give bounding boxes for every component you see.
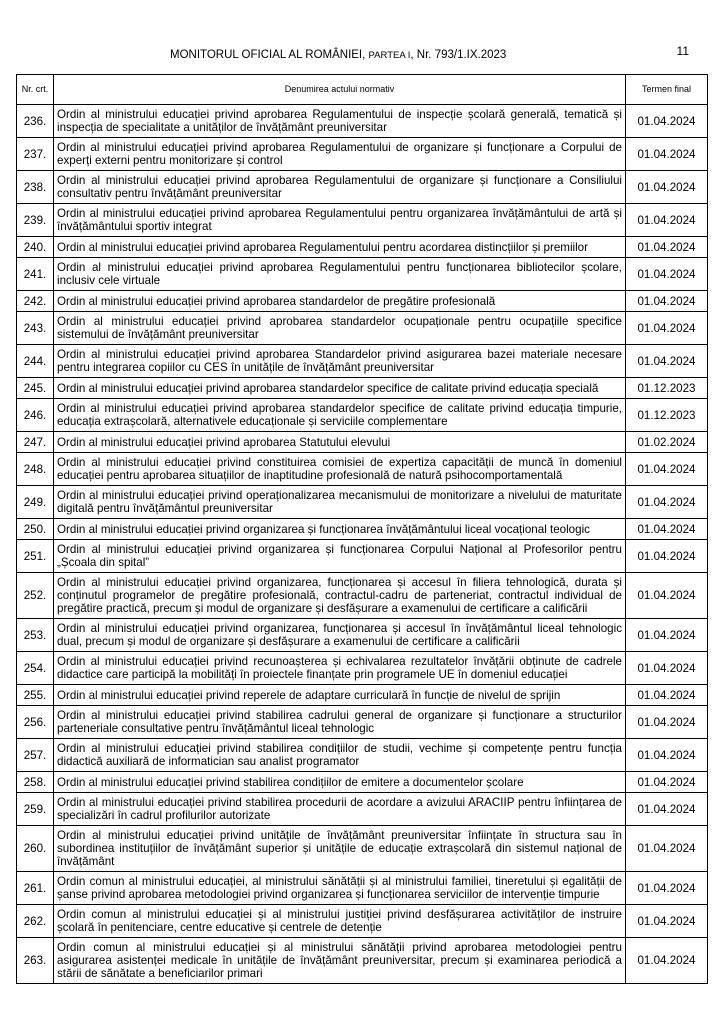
row-number: 237. [17, 138, 54, 171]
deadline: 01.04.2024 [626, 938, 708, 984]
table-row [17, 793, 708, 826]
deadline: 01.04.2024 [626, 540, 708, 573]
deadline: 01.04.2024 [626, 872, 708, 905]
act-name: Ordin al ministrului educației privind operaționalizarea mecanismului de monitorizare a nivelului de maturitate digitală pentru învățământul preuniversitar [54, 486, 626, 519]
table-row [17, 685, 708, 706]
row-number: 250. [17, 519, 54, 540]
row-number: 261. [17, 872, 54, 905]
page-number: 11 [676, 44, 689, 58]
table-row [17, 652, 708, 685]
deadline: 01.12.2023 [626, 399, 708, 432]
deadline: 01.04.2024 [626, 237, 708, 258]
table-row [17, 826, 708, 872]
table-row [17, 138, 708, 171]
act-name: Ordin al ministrului educației privind organizarea și funcționarea învățământului liceal vocațional teologic [54, 519, 626, 540]
row-number: 239. [17, 204, 54, 237]
deadline: 01.04.2024 [626, 138, 708, 171]
table-row [17, 171, 708, 204]
act-name: Ordin comun al ministrului educației și al ministrului sănătății privind aprobarea metodologiei pentru asigurarea asistenței medicale în unitățile de învățământ preuniversitar, precum și examinarea periodică a stării de sănătate a beneficiarilor primari [54, 938, 626, 984]
row-number: 254. [17, 652, 54, 685]
row-number: 249. [17, 486, 54, 519]
act-name: Ordin al ministrului educației privind aprobarea Standardelor privind asigurarea bazei materiale necesare pentru integrarea copiilor cu CES în unitățile de învățământ preuniversitar [54, 345, 626, 378]
act-name: Ordin al ministrului educației privind stabilirea condițiilor de studii, vechime și competențe pentru funcția didactică auxiliară de informatician sau analist programator [54, 739, 626, 772]
deadline: 01.04.2024 [626, 739, 708, 772]
publication-title [170, 47, 506, 64]
row-number: 240. [17, 237, 54, 258]
table-row [17, 237, 708, 258]
act-name: Ordin al ministrului educației privind aprobarea Regulamentului pentru acordarea distincțiilor și premiilor [54, 237, 626, 258]
deadline: 01.04.2024 [626, 204, 708, 237]
table-row [17, 486, 708, 519]
table-body [17, 105, 708, 984]
act-name: Ordin al ministrului educației privind aprobarea Regulamentului pentru funcționarea bibliotecilor școlare, inclusiv cele virtuale [54, 258, 626, 291]
deadline: 01.02.2024 [626, 432, 708, 453]
title-main: MONITORUL OFICIAL AL ROMÂNIEI, [170, 49, 366, 61]
deadline: 01.04.2024 [626, 291, 708, 312]
table-row [17, 772, 708, 793]
table-row [17, 345, 708, 378]
row-number: 238. [17, 171, 54, 204]
act-name: Ordin al ministrului educației privind stabilirea procedurii de acordare a avizului ARACIIP pentru înființarea de specializări în cadrul profilurilor autorizate [54, 793, 626, 826]
table-row [17, 312, 708, 345]
act-name: Ordin al ministrului educației privind aprobarea standardelor ocupaționale pentru ocupațiile specifice sistemului de învățământ preuniversitar [54, 312, 626, 345]
row-number: 253. [17, 619, 54, 652]
table-row [17, 105, 708, 138]
table-row [17, 938, 708, 984]
table-row [17, 204, 708, 237]
act-name: Ordin al ministrului educației privind unitățile de învățământ preuniversitar înființate în structura sau în subordinea instituțiilor de învățământ superior și unitățile de educație extrașcolară din sistemul național de învățământ [54, 826, 626, 872]
act-name: Ordin al ministrului educației privind aprobarea Regulamentului de organizare și funcționare a Corpului de experți externi pentru monitorizare și control [54, 138, 626, 171]
deadline: 01.04.2024 [626, 453, 708, 486]
row-number: 257. [17, 739, 54, 772]
deadline: 01.04.2024 [626, 258, 708, 291]
row-number: 244. [17, 345, 54, 378]
page-header [0, 44, 724, 63]
act-name: Ordin al ministrului educației privind reperele de adaptare curriculară în funcție de nivelul de sprijin [54, 685, 626, 706]
act-name: Ordin comun al ministrului educației și al ministrului justiției privind desfășurarea activităților de instruire școlară în penitenciare, centre educative și centrele de detenție [54, 905, 626, 938]
row-number: 236. [17, 105, 54, 138]
deadline: 01.04.2024 [626, 312, 708, 345]
deadline: 01.04.2024 [626, 105, 708, 138]
deadline: 01.04.2024 [626, 826, 708, 872]
title-issue: , Nr. 793/1.IX.2023 [410, 49, 507, 61]
act-name: Ordin al ministrului educației privind aprobarea standardelor de pregătire profesională [54, 291, 626, 312]
table-row [17, 432, 708, 453]
row-number: 262. [17, 905, 54, 938]
deadline: 01.04.2024 [626, 345, 708, 378]
act-name: Ordin al ministrului educației privind organizarea, funcționarea și accesul în învățământul liceal tehnologic dual, precum și modul de organizare și desfășurare a examenului de certificare a calificării [54, 619, 626, 652]
deadline: 01.04.2024 [626, 486, 708, 519]
table-row [17, 519, 708, 540]
row-number: 256. [17, 706, 54, 739]
deadline: 01.04.2024 [626, 619, 708, 652]
deadline: 01.04.2024 [626, 573, 708, 619]
act-name: Ordin al ministrului educației privind organizarea, funcționarea și accesul în filiera tehnologică, durata și conținutul programelor de pregătire profesională, contractul-cadru de parteneriat, contractul individual de pregătire practică, precum și modul de organizare și desfășurare a examenului de certificare a calificării [54, 573, 626, 619]
row-number: 260. [17, 826, 54, 872]
deadline: 01.04.2024 [626, 905, 708, 938]
act-name: Ordin al ministrului educației privind aprobarea Statutului elevului [54, 432, 626, 453]
row-number: 245. [17, 378, 54, 399]
row-number: 251. [17, 540, 54, 573]
row-number: 247. [17, 432, 54, 453]
column-header-nr: Nr. crt. [17, 75, 54, 105]
row-number: 241. [17, 258, 54, 291]
row-number: 258. [17, 772, 54, 793]
act-name: Ordin al ministrului educației privind aprobarea standardelor specifice de calitate privind educația specială [54, 378, 626, 399]
table-row [17, 872, 708, 905]
act-name: Ordin al ministrului educației privind aprobarea Regulamentului pentru organizarea învățământului de artă și învățământului sportiv integrat [54, 204, 626, 237]
row-number: 255. [17, 685, 54, 706]
act-name: Ordin al ministrului educației privind aprobarea Regulamentului de inspecție școlară generală, tematică și inspecția de specialitate a unităților de învățământ preuniversitar [54, 105, 626, 138]
deadline: 01.04.2024 [626, 652, 708, 685]
table-row [17, 378, 708, 399]
act-name: Ordin al ministrului educației privind recunoașterea și echivalarea rezultatelor învățării obținute de cadrele didactice care participă la mobilități în proiectele finanțate prin programele UE în domeniul educației [54, 652, 626, 685]
row-number: 242. [17, 291, 54, 312]
act-name: Ordin al ministrului educației privind constituirea comisiei de expertiza capacității de muncă în domeniul educației pentru aprobarea situațiilor de inaptitudine profesională de natură psihocomportamentală [54, 453, 626, 486]
table-row [17, 399, 708, 432]
act-name: Ordin al ministrului educației privind aprobarea Regulamentului de organizare și funcționare a Consiliului consultativ pentru învățământ preuniversitar [54, 171, 626, 204]
table-row [17, 619, 708, 652]
deadline: 01.04.2024 [626, 519, 708, 540]
deadline: 01.04.2024 [626, 706, 708, 739]
normative-acts-table [16, 74, 708, 984]
column-header-act: Denumirea actului normativ [54, 75, 626, 105]
row-number: 246. [17, 399, 54, 432]
row-number: 263. [17, 938, 54, 984]
deadline: 01.04.2024 [626, 171, 708, 204]
row-number: 259. [17, 793, 54, 826]
table-row [17, 540, 708, 573]
table-row [17, 739, 708, 772]
row-number: 248. [17, 453, 54, 486]
table-row [17, 291, 708, 312]
row-number: 243. [17, 312, 54, 345]
row-number: 252. [17, 573, 54, 619]
deadline: 01.04.2024 [626, 685, 708, 706]
deadline: 01.12.2023 [626, 378, 708, 399]
deadline: 01.04.2024 [626, 793, 708, 826]
table-row [17, 706, 708, 739]
deadline: 01.04.2024 [626, 772, 708, 793]
act-name: Ordin al ministrului educației privind organizarea și funcționarea Corpului Național al Profesorilor pentru „Școala din spital” [54, 540, 626, 573]
act-name: Ordin al ministrului educației privind stabilirea cadrului general de organizare și funcționare a structurilor parteneriale consultative pentru învățământul liceal tehnologic [54, 706, 626, 739]
table-row [17, 258, 708, 291]
table-row [17, 905, 708, 938]
act-name: Ordin al ministrului educației privind aprobarea standardelor specifice de calitate privind educația timpurie, educația extrașcolară, alternativele educaționale și serviciile complementare [54, 399, 626, 432]
act-name: Ordin al ministrului educației privind stabilirea condițiilor de emitere a documentelor școlare [54, 772, 626, 793]
column-header-term: Termen final [626, 75, 708, 105]
act-name: Ordin comun al ministrului educației, al ministrului sănătății și al ministrului familiei, tineretului și egalității de șanse privind aprobarea metodologiei privind organizarea și funcționarea serviciilor de intervenție timpurie [54, 872, 626, 905]
table-row [17, 453, 708, 486]
title-part: PARTEA I [368, 50, 411, 61]
table-row [17, 573, 708, 619]
